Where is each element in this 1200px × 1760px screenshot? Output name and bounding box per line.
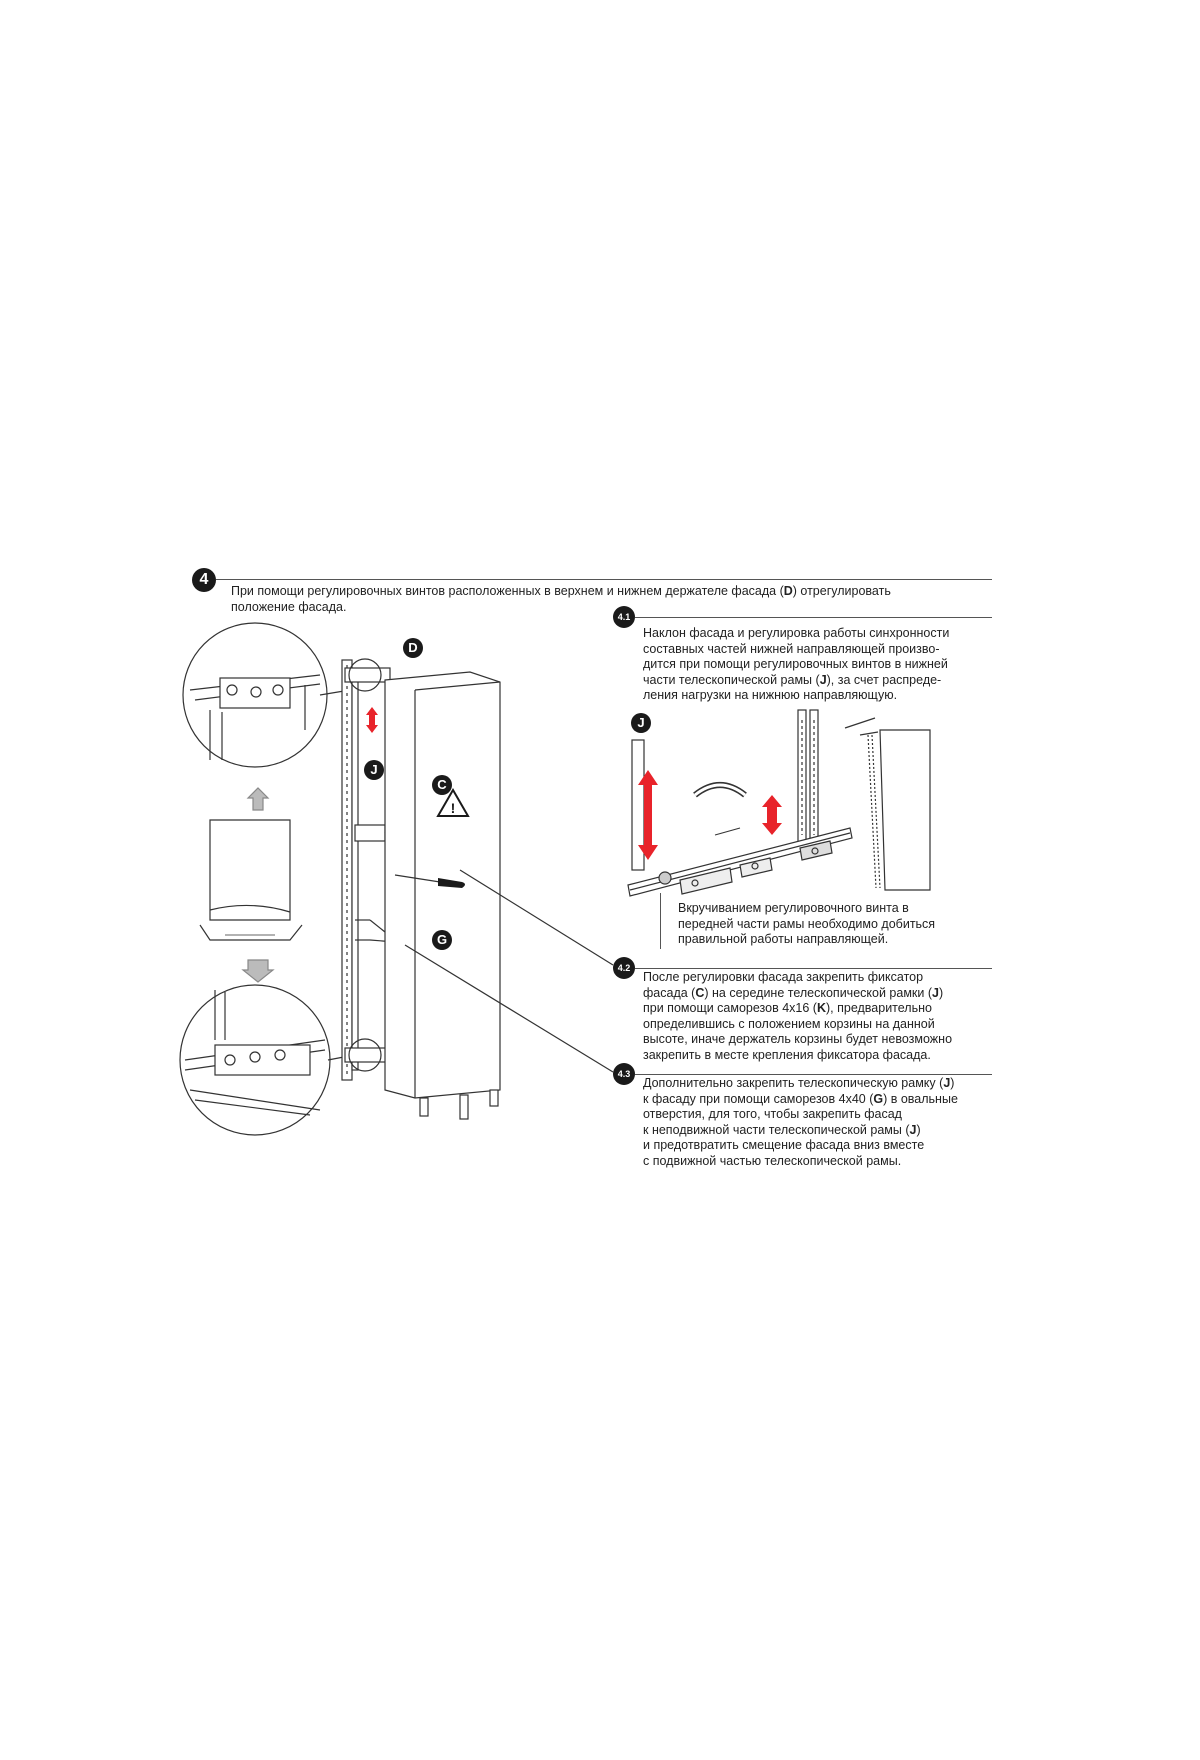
label-j-detail: J [631,713,651,733]
substep-4-1-text: Наклон фасада и регулировка работы синхронности составных частей нижней направляющей произво- дится при помощи регулировочных винтов в нижней части телескопической рамы (J), за счет распреде- ления нагрузки на нижнюю направляющую. [643,626,950,702]
substep-4-2-rule [635,968,992,969]
substep-4-1-caption: Вкручиванием регулировочного винта в передней части рамы необходимо добиться правильной работы направляющей. [678,901,936,946]
label-j: J [364,760,384,780]
substep-4-2-text: После регулировки фасада закрепить фиксатор фасада (C) на середине телескопической рамки (J) при помощи саморезов 4x16 (K), предварительно определившись с положением корзины на данной высоте, иначе держатель корзины будет невозможно закрепить в месте крепления фиксатора фасада. [643,970,953,1062]
svg-text:!: ! [450,800,456,816]
step-instruction: При помощи регулировочных винтов расположенных в верхнем и нижнем держателе фасада (D) отрегулировать положение фасада. [231,584,891,614]
cabinet-illustration [170,620,650,1160]
label-d: D [403,638,423,658]
substep-4-1-badge: 4.1 [613,606,635,628]
substep-4-3-rule [635,1074,992,1075]
step-header-rule [216,579,992,580]
frame-adjustment-illustration [620,710,980,910]
substep-4-3-badge: 4.3 [613,1063,635,1085]
substep-4-3-text: Дополнительно закрепить телескопическую рамку (J) к фасаду при помощи саморезов 4x40 (G) в овальные отверстия, для того, чтобы закрепить фасад к неподвижной части телескопической рамы (J) и предотвратить смещение фасада вниз вместе с подвижной частью телескопической рамы. [643,1076,958,1168]
step-number-badge: 4 [192,568,216,592]
substep-4-2-badge: 4.2 [613,957,635,979]
label-c: C [432,775,452,795]
label-g: G [432,930,452,950]
caption-bracket [660,893,661,949]
substep-4-1-rule [635,617,992,618]
